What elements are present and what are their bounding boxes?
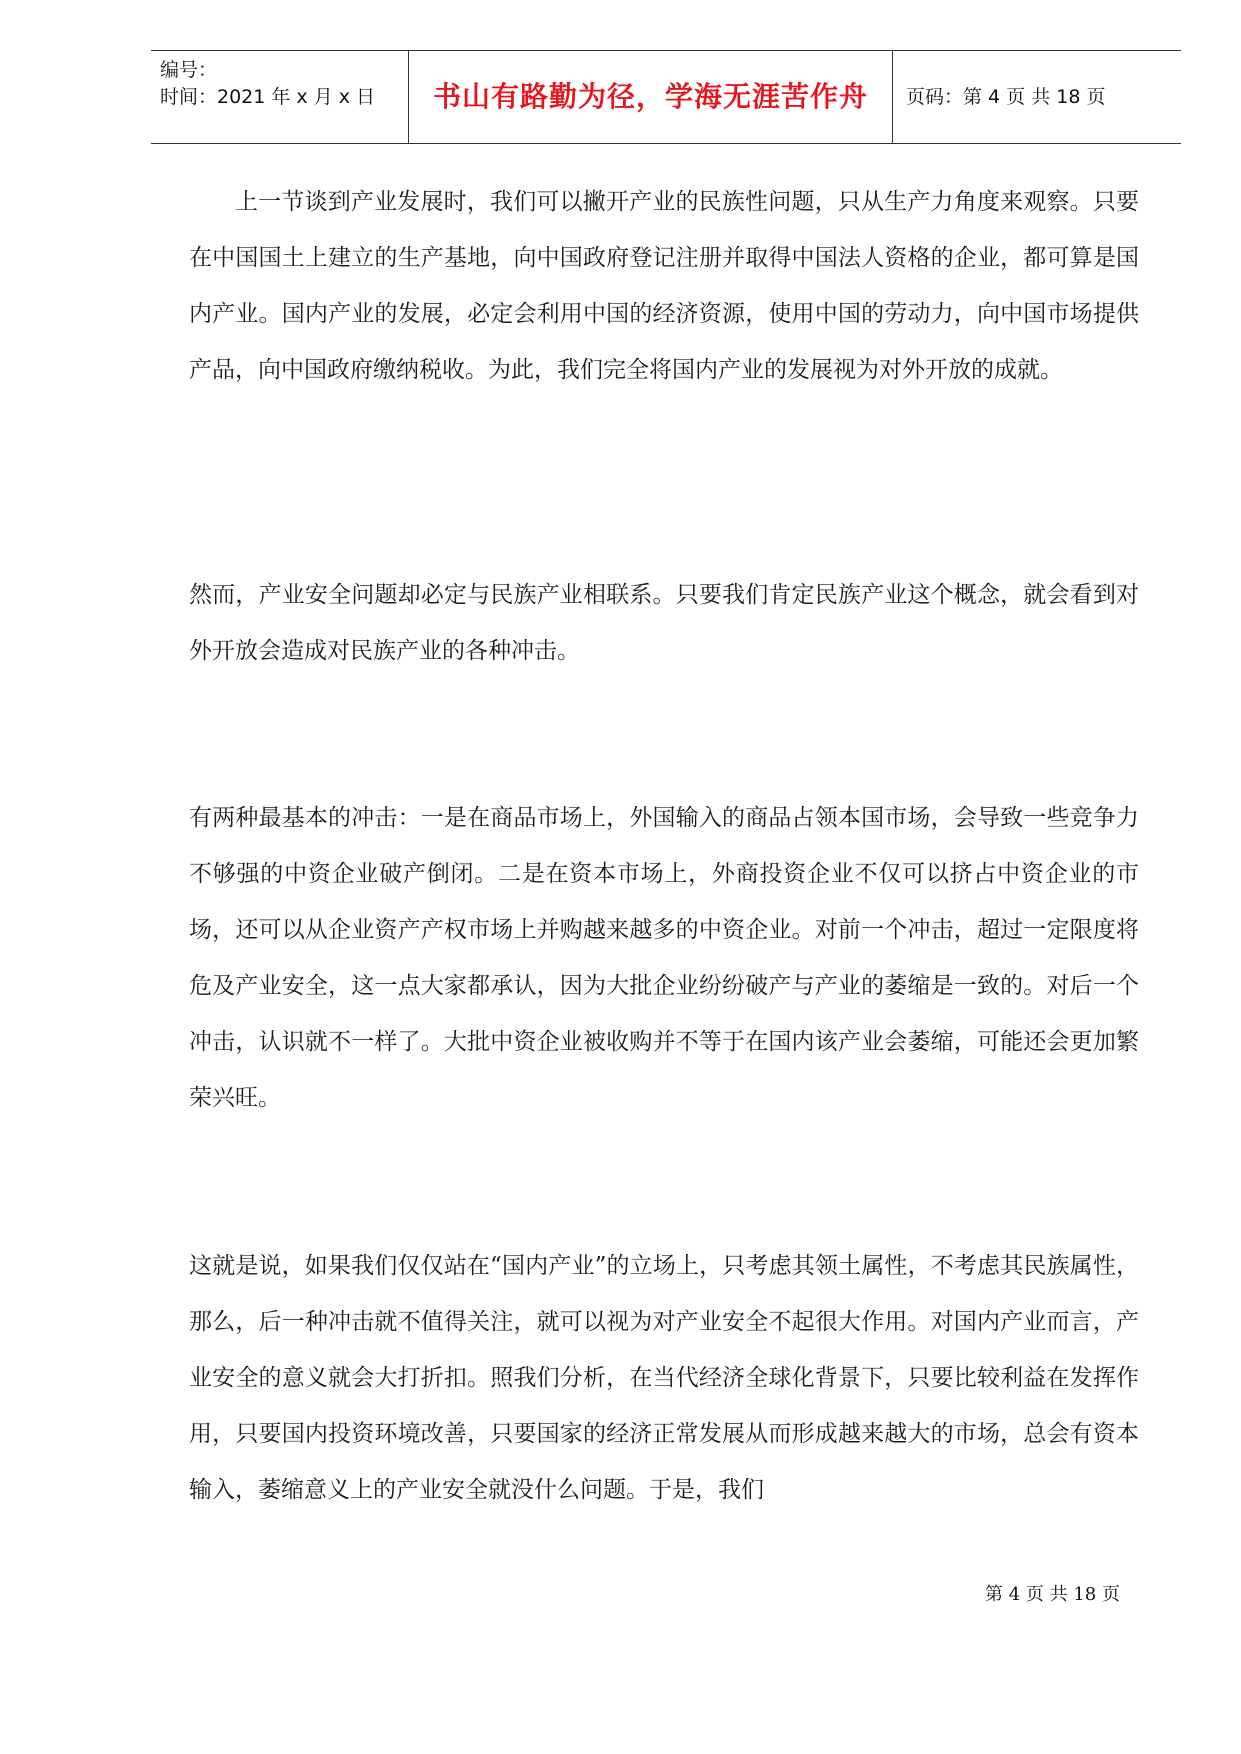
header-motto: 书山有路勤为径，学海无涯苦作舟 — [432, 80, 868, 113]
body-paragraph-2: 然而，产业安全问题却必定与民族产业相联系。只要我们肯定民族产业这个概念，就会看到对外开放会造成对民族产业的各种冲击。 — [189, 582, 1139, 664]
footer-page-number: 第 4 页 共 18 页 — [985, 1584, 1120, 1605]
body-paragraph-1: 上一节谈到产业发展时，我们可以撇开产业的民族性问题，只从生产力角度来观察。只要在中国国土上建立的生产基地，向中国政府登记注册并取得中国法人资格的企业，都可算是国内产业。国内产业的发展，必定会利用中国的经济资源，使用中国的劳动力，向中国市场提供产品，向中国政府缴纳税收。为此，我们完全将国内产业的发展视为对外开放的成就。 — [189, 189, 1139, 383]
document-time: 时间：2021 年 x 月 x 日 — [160, 86, 376, 108]
body-paragraph-3: 有两种最基本的冲击：一是在商品市场上，外国输入的商品占领本国市场，会导致一些竞争力不够强的中资企业破产倒闭。二是在资本市场上，外商投资企业不仅可以挤占中资企业的市场，还可以从企业资产产权市场上并购越来越多的中资企业。对前一个冲击，超过一定限度将危及产业安全，这一点大家都承认，因为大批企业纷纷破产与产业的萎缩是一致的。对后一个冲击，认识就不一样了。大批中资企业被收购并不等于在国内该产业会萎缩，可能还会更加繁荣兴旺。 — [189, 805, 1139, 1111]
document-meta — [160, 57, 375, 111]
header-page-number: 页码：第 4 页 共 18 页 — [906, 86, 1106, 108]
header-divider — [892, 51, 893, 143]
document-number-label: 编号： — [160, 59, 218, 81]
body-paragraph-4: 这就是说，如果我们仅仅站在“国内产业”的立场上，只考虑其领土属性，不考虑其民族属性，那么，后一种冲击就不值得关注，就可以视为对产业安全不起很大作用。对国内产业而言，产业安全的意义就会大打折扣。照我们分析，在当代经济全球化背景下，只要比较利益在发挥作用，只要国内投资环境改善，只要国家的经济正常发展从而形成越来越大的市场，总会有资本输入，萎缩意义上的产业安全就没什么问题。于是，我们 — [189, 1253, 1139, 1503]
page-header — [151, 50, 1181, 144]
